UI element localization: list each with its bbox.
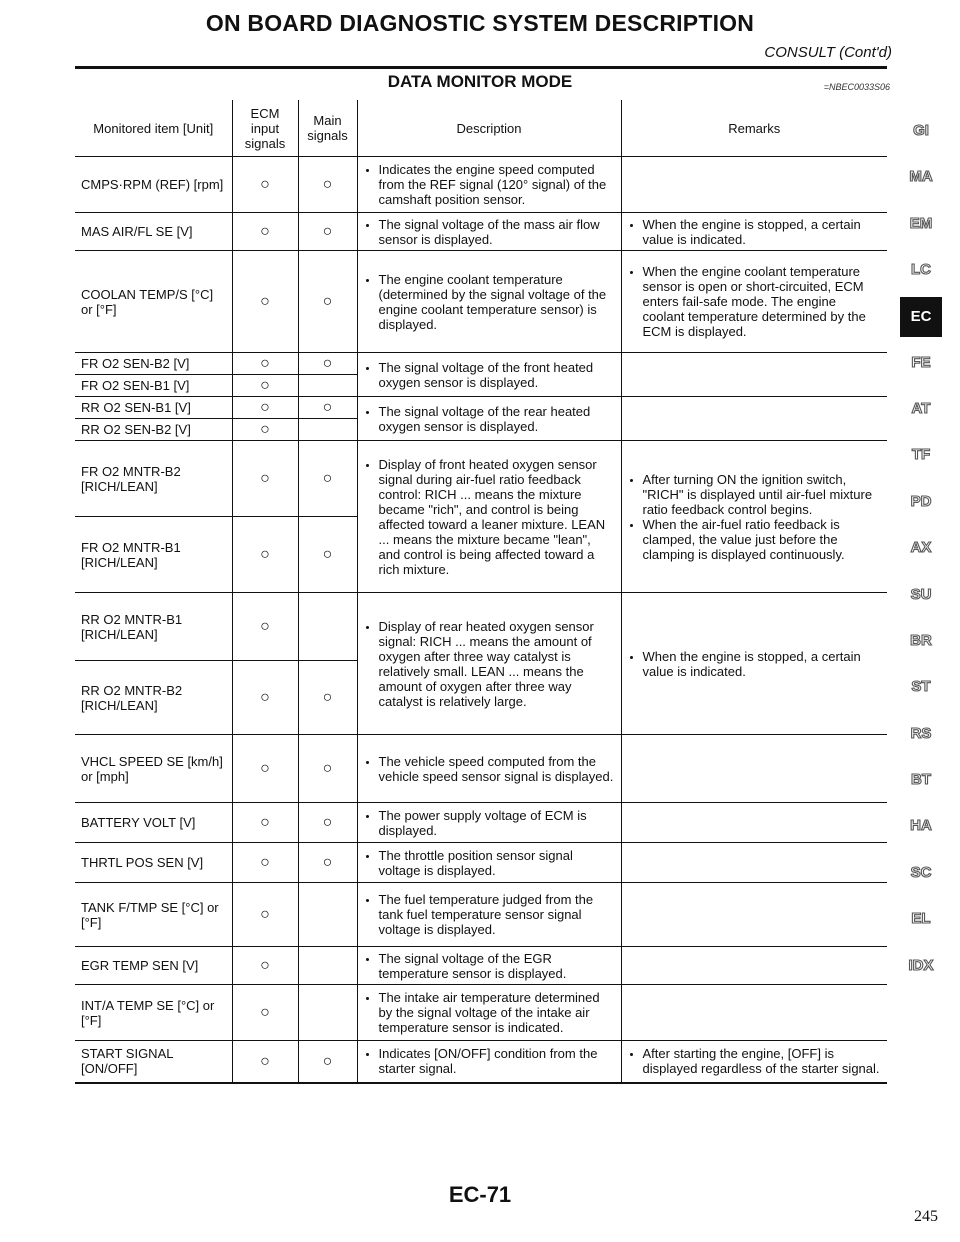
- ecm-signal-mark: ○: [232, 157, 298, 213]
- data-monitor-table: [75, 100, 887, 1084]
- section-title: DATA MONITOR MODE: [387, 72, 573, 91]
- description-bullet: • The power supply voltage of ECM is displayed.: [379, 808, 615, 838]
- section-tab-br[interactable]: BR: [910, 631, 932, 649]
- description-list: [364, 360, 615, 390]
- description-cell: [357, 397, 621, 441]
- remark-bullet: • When the engine is stopped, a certain value is indicated.: [643, 217, 882, 247]
- section-tab-tf[interactable]: TF: [911, 446, 931, 464]
- description-list: [364, 272, 615, 332]
- monitored-item-cell: BATTERY VOLT [V]: [75, 803, 232, 843]
- monitored-item-cell: THRTL POS SEN [V]: [75, 843, 232, 883]
- main-signal-mark: [298, 883, 357, 947]
- remarks-list: [628, 217, 882, 247]
- description-cell: [357, 985, 621, 1041]
- remarks-cell: [621, 843, 887, 883]
- description-bullet: • The signal voltage of the front heated oxygen sensor is displayed.: [379, 360, 615, 390]
- remark-bullet: • After turning ON the ignition switch, "RICH" is displayed until air-fuel mixture ratio feedback control begins.: [643, 472, 882, 517]
- main-signal-mark: ○: [298, 1041, 357, 1083]
- section-tab-em[interactable]: EM: [909, 214, 933, 232]
- description-list: [364, 990, 615, 1035]
- description-cell: [357, 735, 621, 803]
- description-bullet: • The intake air temperature determined by the signal voltage of the intake air temperature sensor is indicated.: [379, 990, 615, 1035]
- table-row: [75, 843, 887, 883]
- ecm-signal-mark: ○: [232, 353, 298, 375]
- page-number: EC-71: [448, 1182, 512, 1207]
- remarks-cell: [621, 157, 887, 213]
- remark-bullet: • When the engine is stopped, a certain value is indicated.: [643, 649, 882, 679]
- description-list: [364, 162, 615, 207]
- table-row: [75, 441, 887, 517]
- section-tab-at[interactable]: AT: [911, 399, 931, 417]
- table-row: [75, 593, 887, 661]
- monitored-item-cell: RR O2 MNTR-B1 [RICH/LEAN]: [75, 593, 232, 661]
- header-rule: [75, 66, 887, 69]
- table-row: [75, 1041, 887, 1083]
- main-signal-mark: [298, 419, 357, 441]
- header-main-signals: Main signals: [298, 100, 357, 157]
- table-row: [75, 353, 887, 375]
- description-cell: [357, 843, 621, 883]
- ecm-signal-mark: ○: [232, 1041, 298, 1083]
- main-signal-mark: ○: [298, 517, 357, 593]
- table-row: [75, 947, 887, 985]
- section-index-tabs: [896, 108, 946, 989]
- ecm-signal-mark: ○: [232, 397, 298, 419]
- section-tab-lc[interactable]: LC: [911, 261, 931, 279]
- ecm-signal-mark: ○: [232, 375, 298, 397]
- section-tab-sc[interactable]: SC: [910, 863, 932, 881]
- description-cell: [357, 593, 621, 735]
- section-tab-su[interactable]: SU: [910, 585, 932, 603]
- main-signal-mark: ○: [298, 441, 357, 517]
- monitored-item-cell: CMPS·RPM (REF) [rpm]: [75, 157, 232, 213]
- main-signal-mark: ○: [298, 251, 357, 353]
- monitored-item-cell: VHCL SPEED SE [km/h] or [mph]: [75, 735, 232, 803]
- description-bullet: • The vehicle speed computed from the vehicle speed sensor signal is displayed.: [379, 754, 615, 784]
- description-cell: [357, 1041, 621, 1083]
- description-list: [364, 951, 615, 981]
- header-ecm-input-signals: ECM input signals: [232, 100, 298, 157]
- description-bullet: • The signal voltage of the mass air flow sensor is displayed.: [379, 217, 615, 247]
- description-bullet: • The throttle position sensor signal voltage is displayed.: [379, 848, 615, 878]
- ecm-signal-mark: ○: [232, 517, 298, 593]
- table-row: [75, 213, 887, 251]
- monitored-item-cell: START SIGNAL [ON/OFF]: [75, 1041, 232, 1083]
- ecm-signal-mark: ○: [232, 985, 298, 1041]
- ecm-signal-mark: ○: [232, 843, 298, 883]
- ecm-signal-mark: ○: [232, 803, 298, 843]
- main-signal-mark: [298, 375, 357, 397]
- remark-bullet: • When the engine coolant temperature sensor is open or short-circuited, ECM enters fail-safe mode. The engine coolant temperature determined by the ECM is displayed.: [643, 264, 882, 339]
- description-bullet: • The signal voltage of the EGR temperature sensor is displayed.: [379, 951, 615, 981]
- description-list: [364, 848, 615, 878]
- ecm-signal-mark: ○: [232, 661, 298, 735]
- description-bullet: • Indicates the engine speed computed from the REF signal (120° signal) of the camshaft position sensor.: [379, 162, 615, 207]
- description-list: [364, 217, 615, 247]
- section-tab-st[interactable]: ST: [911, 678, 931, 696]
- description-list: [364, 754, 615, 784]
- table-row: [75, 883, 887, 947]
- table-header-row: [75, 100, 887, 157]
- description-list: [364, 892, 615, 937]
- description-list: [364, 457, 615, 577]
- monitored-item-cell: MAS AIR/FL SE [V]: [75, 213, 232, 251]
- monitored-item-cell: FR O2 SEN-B1 [V]: [75, 375, 232, 397]
- remarks-list: [628, 1046, 882, 1076]
- remarks-cell: [621, 213, 887, 251]
- remarks-cell: [621, 593, 887, 735]
- section-tab-bt[interactable]: BT: [911, 771, 931, 789]
- section-tab-el[interactable]: EL: [911, 910, 931, 928]
- monitored-item-cell: RR O2 MNTR-B2 [RICH/LEAN]: [75, 661, 232, 735]
- remark-bullet: • When the air-fuel ratio feedback is clamped, the value just before the clamping is displayed continuously.: [643, 517, 882, 562]
- remarks-cell: [621, 883, 887, 947]
- ecm-signal-mark: ○: [232, 441, 298, 517]
- page-serial: 245: [914, 1208, 938, 1225]
- remarks-list: [628, 649, 882, 679]
- ecm-signal-mark: ○: [232, 593, 298, 661]
- description-cell: [357, 213, 621, 251]
- remarks-cell: [621, 441, 887, 593]
- section-tab-ec[interactable]: EC: [900, 297, 942, 337]
- main-signal-mark: ○: [298, 397, 357, 419]
- remarks-list: [628, 264, 882, 339]
- ecm-signal-mark: ○: [232, 213, 298, 251]
- table-row: [75, 985, 887, 1041]
- header-description: Description: [357, 100, 621, 157]
- table-row: [75, 251, 887, 353]
- section-code: =NBEC0033S06: [823, 82, 890, 92]
- monitored-item-cell: RR O2 SEN-B1 [V]: [75, 397, 232, 419]
- table-row: [75, 735, 887, 803]
- section-tab-ha[interactable]: HA: [910, 817, 932, 835]
- ecm-signal-mark: ○: [232, 735, 298, 803]
- description-cell: [357, 251, 621, 353]
- monitored-item-cell: FR O2 MNTR-B2 [RICH/LEAN]: [75, 441, 232, 517]
- section-tab-rs[interactable]: RS: [910, 724, 932, 742]
- main-signal-mark: ○: [298, 661, 357, 735]
- main-signal-mark: [298, 593, 357, 661]
- monitored-item-cell: EGR TEMP SEN [V]: [75, 947, 232, 985]
- ecm-signal-mark: ○: [232, 883, 298, 947]
- monitored-item-cell: INT/A TEMP SE [°C] or [°F]: [75, 985, 232, 1041]
- main-signal-mark: ○: [298, 353, 357, 375]
- monitored-item-cell: FR O2 MNTR-B1 [RICH/LEAN]: [75, 517, 232, 593]
- main-signal-mark: ○: [298, 157, 357, 213]
- table-row: [75, 157, 887, 213]
- section-tab-gi[interactable]: GI: [913, 122, 929, 139]
- description-list: [364, 1046, 615, 1076]
- description-bullet: • The signal voltage of the rear heated oxygen sensor is displayed.: [379, 404, 615, 434]
- description-cell: [357, 157, 621, 213]
- description-cell: [357, 947, 621, 985]
- description-cell: [357, 353, 621, 397]
- description-bullet: • Display of rear heated oxygen sensor signal: RICH ... means the amount of oxygen after three way catalyst is relatively small. LEAN ... means the amount of oxygen after three way catalyst is relatively large.: [379, 619, 615, 709]
- ecm-signal-mark: ○: [232, 947, 298, 985]
- section-tab-ax[interactable]: AX: [910, 539, 932, 557]
- header-monitored-item: Monitored item [Unit]: [75, 100, 232, 157]
- remarks-list: [628, 472, 882, 562]
- description-cell: [357, 441, 621, 593]
- monitored-item-cell: TANK F/TMP SE [°C] or [°F]: [75, 883, 232, 947]
- table-row: [75, 397, 887, 419]
- remarks-cell: [621, 353, 887, 397]
- remarks-cell: [621, 985, 887, 1041]
- main-signal-mark: [298, 985, 357, 1041]
- description-cell: [357, 803, 621, 843]
- remarks-cell: [621, 947, 887, 985]
- section-tab-ma[interactable]: MA: [909, 168, 933, 186]
- main-signal-mark: ○: [298, 213, 357, 251]
- description-cell: [357, 883, 621, 947]
- page-title: ON BOARD DIAGNOSTIC SYSTEM DESCRIPTION: [205, 10, 755, 36]
- description-bullet: • Display of front heated oxygen sensor signal during air-fuel ratio feedback control: RICH ... means the mixture became "rich", and control is being affected toward a leaner mixture. LEAN ... means the mixture became "lean", and control is being affected toward a rich mixture.: [379, 457, 615, 577]
- ecm-signal-mark: ○: [232, 251, 298, 353]
- monitored-item-cell: COOLAN TEMP/S [°C] or [°F]: [75, 251, 232, 353]
- main-signal-mark: ○: [298, 843, 357, 883]
- header-remarks: Remarks: [621, 100, 887, 157]
- main-signal-mark: ○: [298, 735, 357, 803]
- section-tab-pd[interactable]: PD: [910, 492, 932, 510]
- description-bullet: • Indicates [ON/OFF] condition from the starter signal.: [379, 1046, 615, 1076]
- remarks-cell: [621, 1041, 887, 1083]
- remarks-cell: [621, 251, 887, 353]
- main-signal-mark: ○: [298, 803, 357, 843]
- remarks-cell: [621, 735, 887, 803]
- remarks-cell: [621, 803, 887, 843]
- monitored-item-cell: FR O2 SEN-B2 [V]: [75, 353, 232, 375]
- remarks-cell: [621, 397, 887, 441]
- remark-bullet: • After starting the engine, [OFF] is displayed regardless of the starter signal.: [643, 1046, 882, 1076]
- section-tab-fe[interactable]: FE: [911, 353, 931, 371]
- section-tab-idx[interactable]: IDX: [908, 956, 934, 974]
- ecm-signal-mark: ○: [232, 419, 298, 441]
- table-row: [75, 803, 887, 843]
- monitored-item-cell: RR O2 SEN-B2 [V]: [75, 419, 232, 441]
- description-list: [364, 404, 615, 434]
- description-bullet: • The fuel temperature judged from the tank fuel temperature sensor signal voltage is displayed.: [379, 892, 615, 937]
- description-list: [364, 619, 615, 709]
- page-subtitle: CONSULT (Cont'd): [764, 44, 892, 61]
- description-bullet: • The engine coolant temperature (determined by the signal voltage of the engine coolant temperature sensor) is displayed.: [379, 272, 615, 332]
- description-list: [364, 808, 615, 838]
- main-signal-mark: [298, 947, 357, 985]
